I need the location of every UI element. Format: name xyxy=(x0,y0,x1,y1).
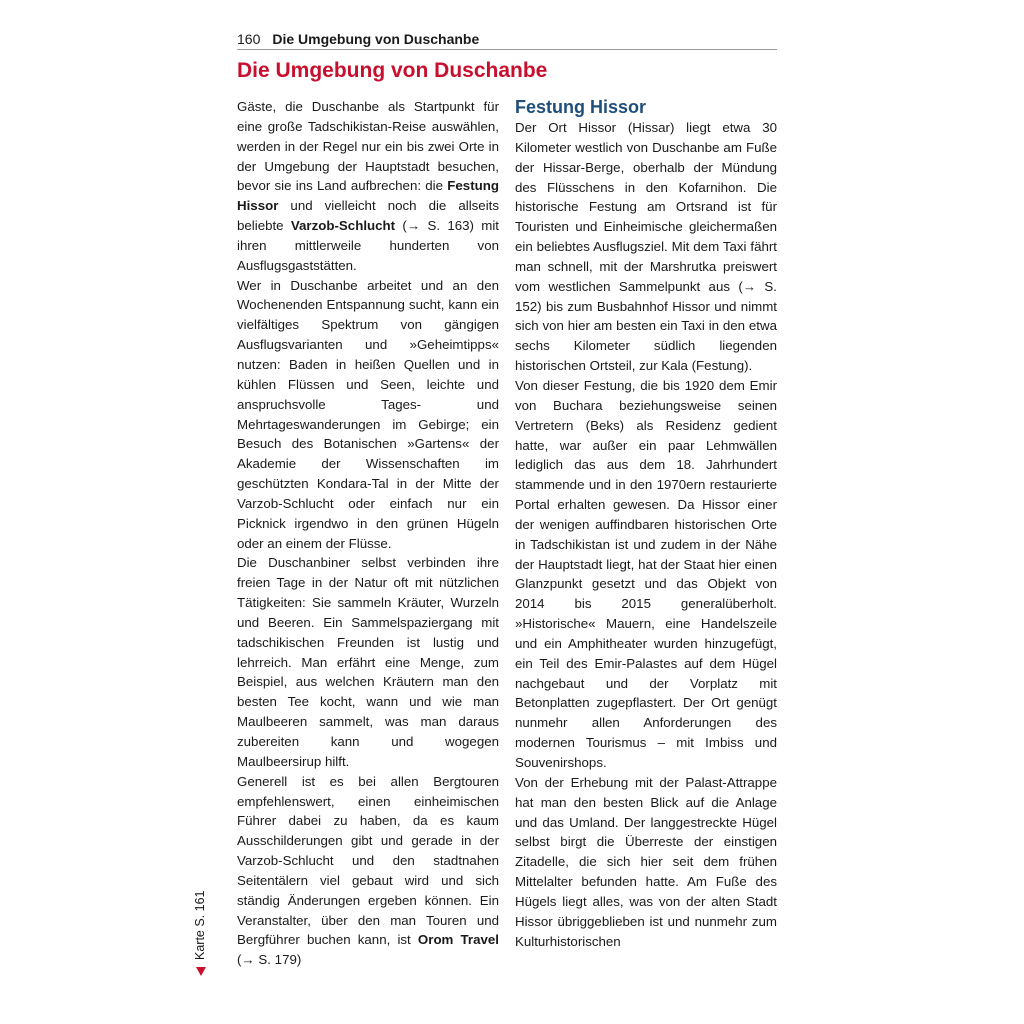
right-column xyxy=(515,97,777,951)
section-heading-festung-hissor: Festung Hissor xyxy=(515,97,647,117)
map-reference-text: Karte S. 161 xyxy=(193,890,207,960)
bold-term-festung-hissor: Festung Hissor xyxy=(237,178,499,214)
guide-paragraph xyxy=(237,772,499,970)
triangle-marker-icon xyxy=(196,967,206,976)
activities-paragraph: Wer in Duschanbe arbeitet und an den Wochenenden Entspannung sucht, kann ein vielfältiges Spektrum von gängigen Ausflugsvarianten und »Geheimtipps« nutzen: Baden in heißen Quellen und in kühlen Flüssen und Seen, leichte und anspruchsvolle Tages- und Mehrtageswanderungen im Gebirge; ein Besuch des Botanischen »Gartens« der Akademie der Wissenschaften im geschützten Kondara-Tal in der Mitte der Varzob-Schlucht oder einfach nur ein Picknick irgendwo in den grünen Hügeln oder an einem der Flüsse. xyxy=(237,277,499,551)
view-paragraph: Von der Erhebung mit der Palast-Attrappe hat man den besten Blick auf die Anlage und das Umland. Der langgestreckte Hügel selbst birgt die Überreste der einstigen Zitadelle, die sich hier seit dem frühen Mittelalter befunden hatte. Am Fuße des Hügels liegt alles, was von der alten Stadt Hissor übriggeblieben ist und nunmehr zum Kulturhistorischen xyxy=(515,774,777,949)
bold-term-orom-travel: Orom Travel xyxy=(417,932,499,948)
text-run: (→ S. 179) xyxy=(237,952,302,968)
chapter-title: Die Umgebung von Duschanbe xyxy=(237,59,548,82)
bold-term-varzob-schlucht: Varzob-Schlucht xyxy=(290,218,396,234)
gathering-paragraph: Die Duschanbiner selbst verbinden ihre freien Tage in der Natur oft mit nützlichen Tätigkeiten: Sie sammeln Kräuter, Wurzeln und Beeren. Ein Sammelspaziergang mit tadschikischen Freunden ist lustig und lehrreich. Man erfährt eine Menge, zum Beispiel, aus welchen Kräutern man den besten Tee kocht, wann und wie man Maulbeeren sammelt, was man daraus zubereiten kann und wogegen Maulbeersirup hilft. xyxy=(237,555,499,769)
left-column xyxy=(237,97,499,970)
text-run: und vielleicht noch die allseits beliebte xyxy=(237,198,499,234)
text-run: Generell ist es bei allen Bergtouren empfehlenswert, einen einheimischen Führer dabei zu haben, da es kaum Ausschilderungen gibt und gerade in der Varzob-Schlucht und den stadtnahen Seitentälern viel gebaut wird und sich ständig Änderungen ergeben können. Ein Veranstalter, über den man Touren und Bergführer buchen kann, ist xyxy=(237,773,499,948)
running-header xyxy=(237,30,777,50)
map-reference xyxy=(190,876,210,976)
location-paragraph: Der Ort Hissor (Hissar) liegt etwa 30 Kilometer westlich von Duschanbe am Fuße der Hissar-Berge, oberhalb der Mündung des Flüsschens in den Kofarnihon. Die historische Festung am Ortsrand ist für Touristen und Einheimische gleichermaßen ein beliebtes Ausflugsziel. Mit dem Taxi fährt man schnell, mit der Marshrutka preiswert vom westlichen Sammelpunkt aus (→ S. 152) bis zum Busbahnhof Hissor und nimmt sich von hier am besten ein Taxi in den etwa sechs Kilometer südlich liegenden historischen Ortsteil, zur Kala (Festung). xyxy=(515,120,777,374)
page-number: 160 xyxy=(237,31,261,47)
text-run: (→ S. 163) mit ihren mittlerweile hunderten von Ausflugsgaststätten. xyxy=(237,218,499,273)
intro-paragraph xyxy=(237,97,499,276)
text-run: Gäste, die Duschanbe als Startpunkt für eine große Tadschikistan-Reise auswählen, werden in der Regel nur ein bis zwei Orte in der Umgebung der Hauptstadt besuchen, bevor sie ins Land aufbrechen: die xyxy=(237,99,499,194)
running-title: Die Umgebung von Duschanbe xyxy=(272,31,480,47)
history-paragraph: Von dieser Festung, die bis 1920 dem Emir von Buchara beziehungsweise seinen Vertretern (Beks) als Residenz gedient hatte, war außer ein paar Lehmwällen lediglich das aus dem 18. Jahrhundert stammende und in den 1970ern restaurierte Portal erhalten gewesen. Da Hissor einer der wenigen auffindbaren historischen Orte in Tadschikistan ist und zudem in der Nähe der Hauptstadt liegt, hat der Staat hier einen Glanzpunkt gesetzt und das Objekt von 2014 bis 2015 generalüberholt. »Historische« Mauern, eine Handelszeile und ein Amphitheater wurden hinzugefügt, ein Teil des Emir-Palastes auf dem Hügel nachgebaut und der Vorplatz mit Betonplatten zugepflastert. Der Ort genügt nunmehr allen Anforderungen des modernen Tourismus – mit Imbiss und Souvenirshops. xyxy=(515,377,777,770)
